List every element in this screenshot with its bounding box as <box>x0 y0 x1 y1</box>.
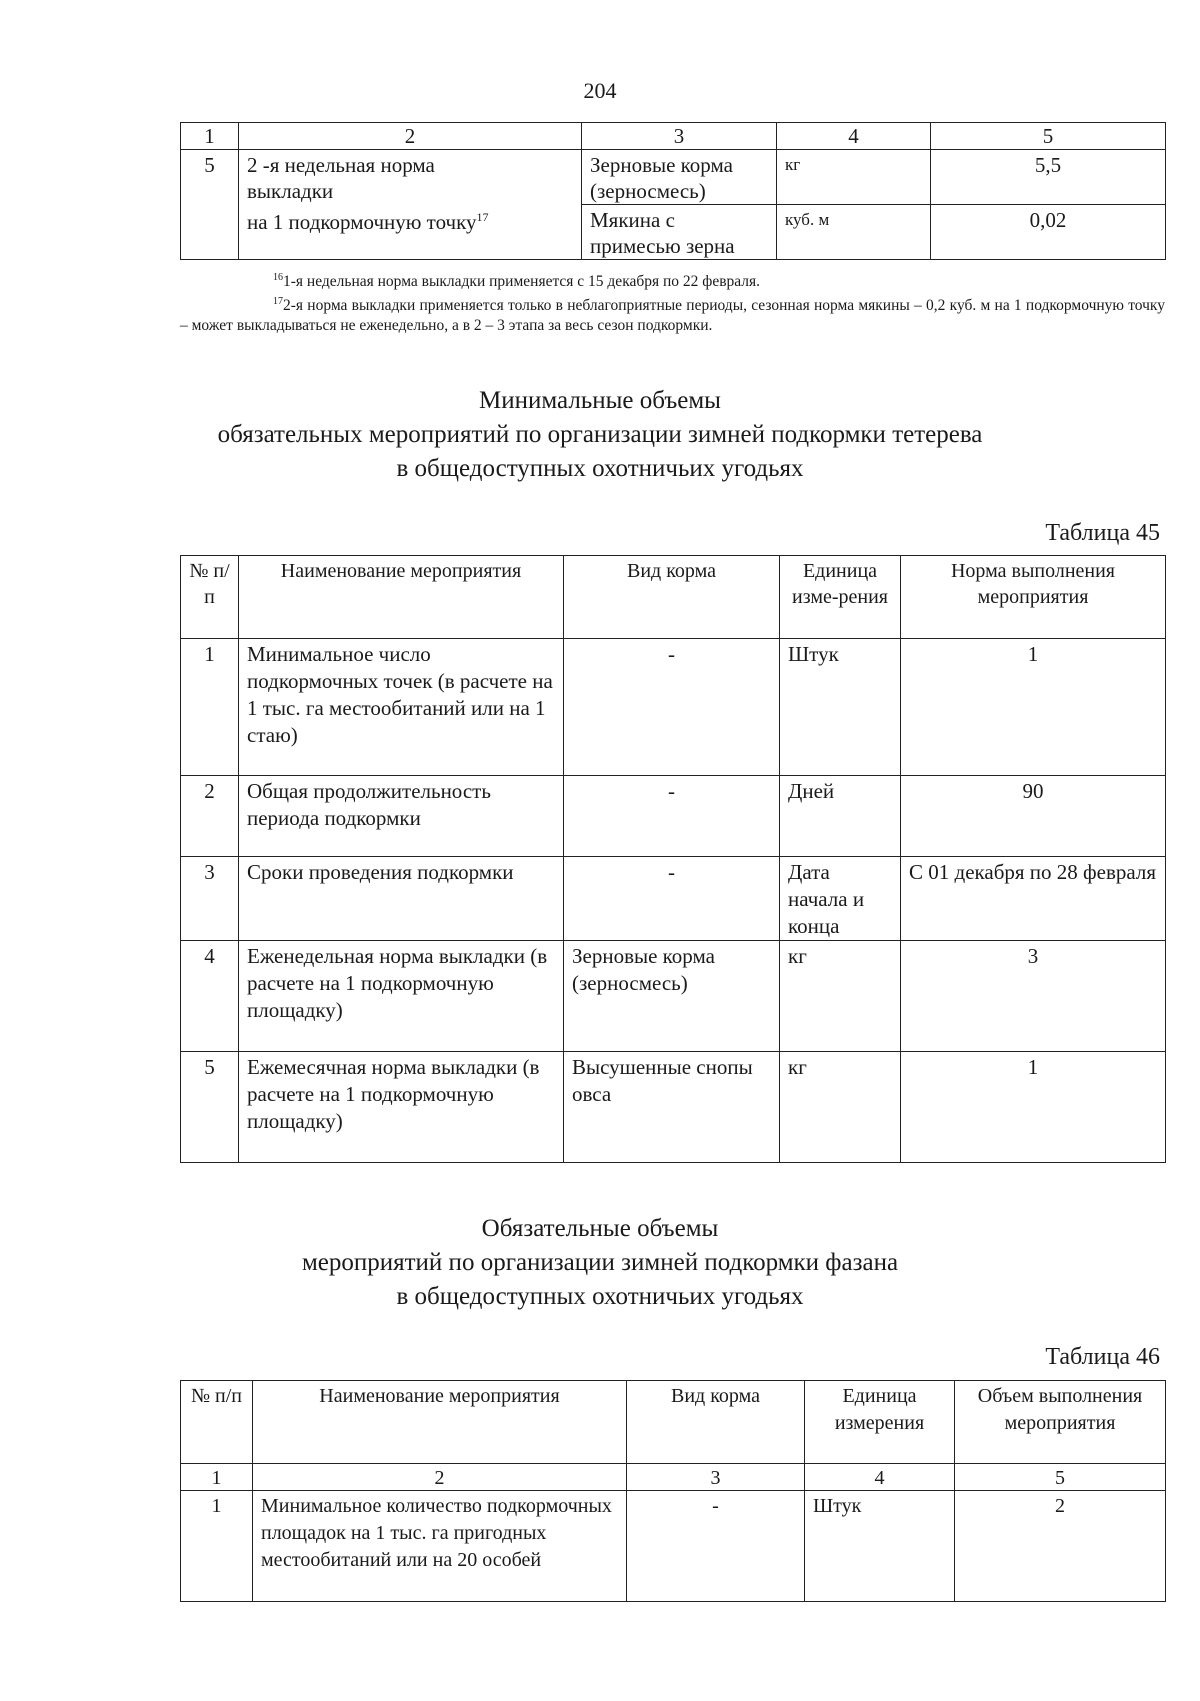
header-cell-value: Норма выполнения мероприятия <box>901 556 1166 639</box>
heading-line: Минимальные объемы <box>479 387 721 414</box>
feed-type: - <box>564 776 780 857</box>
unit: Дата начала и конца <box>780 857 901 941</box>
heading-line: в общедоступных охотничьих угодьях <box>396 455 804 482</box>
footnote-text: 1-я недельная норма выкладки применяется с 15 декабря по 22 февраля. <box>283 273 761 291</box>
row-number: 5 <box>181 1052 239 1163</box>
header-cell-unit: Единица измерения <box>805 1381 955 1464</box>
row-name: Сроки проведения подкормки <box>239 857 564 941</box>
heading-line: обязательных мероприятий по организации зимней подкормки тетерева <box>217 421 983 448</box>
footnote-mark: 16 <box>273 272 283 283</box>
header-cell-name: Наименование мероприятия <box>239 556 564 639</box>
col-number: 1 <box>181 123 239 150</box>
col-number: 5 <box>931 123 1166 150</box>
header-cell-name: Наименование мероприятия <box>253 1381 627 1464</box>
unit: Штук <box>805 1491 955 1602</box>
table-row <box>181 639 1166 776</box>
footnote-ref: 17 <box>476 210 489 224</box>
feed-type: - <box>627 1491 805 1602</box>
col-number: 5 <box>955 1464 1166 1491</box>
col-number: 4 <box>805 1464 955 1491</box>
row-number: 5 <box>181 150 239 260</box>
section-heading-pheasant <box>0 1212 1200 1314</box>
row-name-line: выкладки <box>247 179 334 203</box>
unit: Дней <box>780 776 901 857</box>
table-row <box>181 941 1166 1052</box>
header-cell-feed: Вид корма <box>627 1381 805 1464</box>
col-number: 3 <box>582 123 777 150</box>
row-number: 1 <box>181 639 239 776</box>
feed-type: Мякина с примесью зерна <box>582 205 777 260</box>
section-heading-grouse <box>0 384 1200 486</box>
feed-type: - <box>564 639 780 776</box>
row-number: 2 <box>181 776 239 857</box>
row-number: 1 <box>181 1491 253 1602</box>
feed-type: Высушенные снопы овса <box>564 1052 780 1163</box>
value: 1 <box>901 1052 1166 1163</box>
header-cell-number: № п/п <box>181 1381 253 1464</box>
table-row <box>181 857 1166 941</box>
header-cell-unit: Единица изме-рения <box>780 556 901 639</box>
value: 5,5 <box>931 150 1166 205</box>
table-header-row <box>181 1381 1166 1464</box>
heading-line: в общедоступных охотничьих угодьях <box>396 1283 804 1310</box>
header-cell-number: № п/п <box>181 556 239 639</box>
table-row <box>181 150 1166 205</box>
row-name: Ежемесячная норма выкладки (в расчете на 1 подкормочную площадку) <box>239 1052 564 1163</box>
table-row <box>181 1052 1166 1163</box>
table-45 <box>180 555 1166 1163</box>
value: 1 <box>901 639 1166 776</box>
col-number: 4 <box>777 123 931 150</box>
table-header-row <box>181 123 1166 150</box>
table-46 <box>180 1380 1166 1602</box>
row-name-text: на 1 подкормочную точку <box>247 210 477 234</box>
unit: кг <box>777 150 931 205</box>
col-number: 3 <box>627 1464 805 1491</box>
col-number: 2 <box>239 123 582 150</box>
feed-type: Зерновые корма (зерносмесь) <box>582 150 777 205</box>
row-number: 3 <box>181 857 239 941</box>
row-name-line <box>247 204 573 235</box>
footnotes <box>180 268 1165 336</box>
feed-type: Зерновые корма (зерносмесь) <box>564 941 780 1052</box>
col-number: 1 <box>181 1464 253 1491</box>
row-name: Еженедельная норма выкладки (в расчете на 1 подкормочную площадку) <box>239 941 564 1052</box>
row-name-line: 2 -я недельная норма <box>247 153 435 177</box>
table-row <box>181 776 1166 857</box>
page-number: 204 <box>583 78 617 103</box>
row-number: 4 <box>181 941 239 1052</box>
value: 90 <box>901 776 1166 857</box>
header-cell-value: Объем выполнения мероприятия <box>955 1381 1166 1464</box>
heading-line: мероприятий по организации зимней подкормки фазана <box>301 1249 899 1276</box>
footnote-16 <box>180 268 1165 292</box>
row-name: Общая продолжительность периода подкормки <box>239 776 564 857</box>
heading-line: Обязательные объемы <box>481 1215 719 1242</box>
value: 2 <box>955 1491 1166 1602</box>
footnote-mark: 17 <box>273 296 283 308</box>
col-number: 2 <box>253 1464 627 1491</box>
unit: кг <box>780 941 901 1052</box>
continuation-table <box>180 122 1166 260</box>
value: 0,02 <box>931 205 1166 260</box>
unit: куб. м <box>777 205 931 260</box>
footnote-17 <box>180 292 1165 336</box>
unit: Штук <box>780 639 901 776</box>
feed-type: - <box>564 857 780 941</box>
footnote-text: 2-я норма выкладки применяется только в неблагоприятные периоды, сезонная норма мякины – 0,2 куб. м на 1 подкормочную точку – может выкладываться не еженедельно, а в 2 – 3 этапа за весь сезон подкормки. <box>180 297 1165 335</box>
value: 3 <box>901 941 1166 1052</box>
header-cell-feed: Вид корма <box>564 556 780 639</box>
value: С 01 декабря по 28 февраля <box>901 857 1166 941</box>
row-name: Минимальное количество подкормочных площадок на 1 тыс. га пригодных местообитаний или на 20 особей <box>253 1491 627 1602</box>
table-label-46: Таблица 46 <box>1045 1344 1160 1370</box>
row-name <box>239 150 582 260</box>
table-header-row <box>181 556 1166 639</box>
column-number-row <box>181 1464 1166 1491</box>
unit: кг <box>780 1052 901 1163</box>
table-row <box>181 1491 1166 1602</box>
table-label-45: Таблица 45 <box>1045 520 1160 546</box>
row-name: Минимальное число подкормочных точек (в расчете на 1 тыс. га местообитаний или на 1 стаю) <box>239 639 564 776</box>
